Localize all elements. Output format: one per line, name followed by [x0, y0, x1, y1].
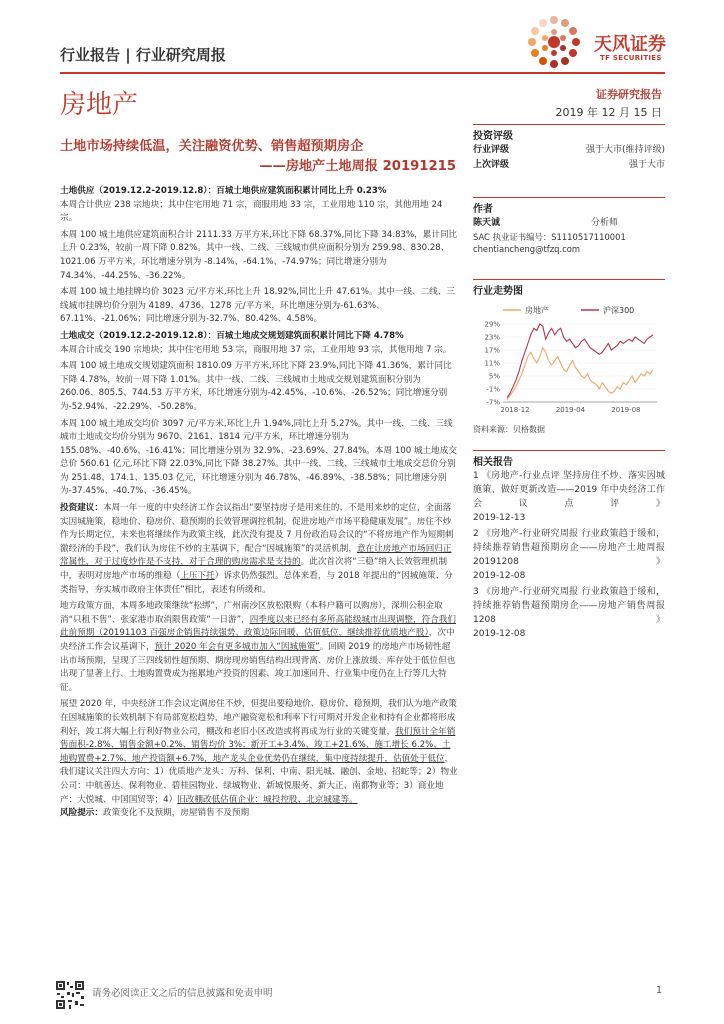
related-report-link[interactable]: 1 《房地产-行业点评 坚持房住不炒、落实因城施策、做好更新改造——2019 年中央经济工作会议点评》: [473, 471, 665, 509]
prev-rating-row: [473, 158, 665, 173]
risk-warning: [60, 807, 458, 821]
legend-label: 房地产: [525, 306, 549, 315]
related-report-date: 2019-12-08: [473, 571, 526, 581]
report-type: 证券研究报告: [596, 88, 662, 101]
section-title: 房地产: [60, 90, 139, 120]
text-run: 本周一年一度的中央经济工作会议指出“要坚持房子是用来住的、不是用来炒的定位，全面落实因城施策，稳地价、稳房价、稳预期的长效管理调控机制，促进房地产市场平稳健康发展”。房住不炒作为长期定位，未来也将继续作为政策主线，此次没有提及 7 月份政治局会议的“不将房地产作为短期刺激经济的手段”，我们认为房住不炒的主基调下，配合“因城施策”的灵活机制，: [60, 503, 454, 554]
industry-rating-label: 行业评级: [473, 145, 510, 155]
logo-mark-icon: [520, 14, 588, 74]
related-report-date: 2019-12-13: [473, 513, 526, 523]
y-tick-label: 11%: [484, 359, 500, 368]
y-tick-label: 23%: [484, 333, 500, 342]
text-run: 上压下托: [180, 571, 215, 582]
paragraph: 本周合计成交 190 宗地块；其中住宅用地 53 宗，商服用地 37 宗，工业用地 93 宗，其他用地 7 宗。: [60, 344, 452, 355]
paragraph: 本周 100 城土地挂牌均价 3023 元/平方米,环比上升 18.92%,同比上升 47.61%。其中一线、二线、三线城市挂牌均价分别为 4189、4736、1278 元/平方米，环比增速分别为-61.63%、67.11%、-21.06%；同比增速分别为-32.7%、80.42%、4.58%。: [60, 287, 455, 325]
chart-source: 资料来源：贝格数据: [473, 425, 545, 434]
logo-name: 天风证券: [594, 34, 666, 55]
land-deal-heading: 土地成交（2019.12.2-2019.12.8）：百城土地成交规划建筑面积累计同比下降 4.78%: [60, 330, 404, 341]
sidebar: [473, 124, 665, 643]
author-cert: SAC 执业证书编号：S1110517110001: [473, 232, 626, 242]
text-run: ，我们建议关注四大方向：1）优质地产龙头：万科、保利、中南、阳光城、融创、金地、招蛇等；2）物业公司：中航善达、保利物业、碧桂园物业、绿城物业、新城悦服务、新大正、南都物业等；3）商业地产：大悦城、中国国贸等；4）: [60, 753, 458, 805]
text-run: 旧改棚改低估值企业：城投控股、北京城建等。: [177, 794, 358, 805]
industry-rating-row: [473, 143, 665, 158]
header-divider: [60, 72, 665, 74]
report-category: 行业报告 | 行业研究周报: [60, 46, 226, 64]
text-run: 四季度以来已经有多所高能级城市出现调整，符合我们此前预期（20191103 百强房企销售持续强势、政策边际回暖、估值低位，继续推荐优质地产股）: [60, 614, 456, 639]
legend-label: 沪深300: [603, 306, 635, 315]
logo-english-name: TF SECURITIES: [600, 54, 662, 62]
x-tick-label: 2018-12: [500, 406, 530, 414]
author-role: 分析师: [591, 218, 619, 228]
y-tick-label: -7%: [486, 398, 500, 407]
report-subtitle: ——房地产土地周报 20191215: [259, 159, 456, 174]
paragraph: 本周 100 城土地供应建筑面积合计 2111.33 万平方米,环比下降 68.37%,同比下降 34.83%，累计同比上升 0.23%，较前一周下降 0.82%。其中一线、二线、三线城市供应面积分别为 259.98、830.28、1021.06 万平方米，环比增速分别为 -8.14%、-64.1%、-74.97%；同比增速分别为 74.34%、-44.25%、-36.22%。: [60, 229, 458, 281]
report-title: 土地市场持续低温，关注融资优势、销售超预期房企: [60, 139, 364, 154]
author-name: 陈天诚: [473, 218, 501, 228]
text-run: ）诉求仍然强烈。总体来看，与 2018 年提出的“因城施策、分类指导，夯实城市政府主体责任”相比，表述有所缓和。: [60, 571, 453, 595]
series-line: [507, 324, 653, 398]
industry-trend-chart: [473, 302, 663, 422]
text-run: 我们预计全年销售面积-2.8%、销售金额+0.2%、销售均价 3%；新开工+3.4%、竣工+21.6%、施工增长 6.2%、土地购置费+2.7%、地产投资额+6.7%，地产龙头企业优势仍在继续，集中度持续提升，估值处于低位: [60, 726, 456, 764]
page-number: 1: [655, 985, 662, 996]
paragraph: 本周合计供应 238 宗地块；其中住宅用地 71 宗，商服用地 33 宗，工业用地 110 宗，其他用地 24 宗。: [60, 199, 443, 224]
prev-rating-value: 强于大市: [628, 160, 665, 170]
author-email[interactable]: chentiancheng@tfzq.com: [473, 244, 580, 254]
risk-label: 风险提示：: [60, 808, 103, 819]
footer-disclaimer: 请务必阅读正文之后的信息披露和免责申明: [92, 988, 273, 999]
series-line: [507, 348, 653, 400]
paragraph: 本周 100 城土地成交规划建筑面积 1810.09 万平方米,环比下降 23.9%,同比下降 41.36%，累计同比下降 4.78%，较前一周下降 1.01%。其中一线、二线、三线城市土地成交规划建筑面积分别为 260.06、805.5、744.53 万平方米，环比增速分别为-42.45%、-10.6%、-26.52%；同比增速分别为-52.94%、-22.29%、-50.28%。: [60, 361, 452, 412]
y-tick-label: -1%: [486, 385, 500, 394]
investment-advice: [60, 502, 458, 597]
text-run: 地方政策方面，本周多地政策继续“松绑”，广州南沙区放松限购（本科户籍可以购房），深圳公积金取消“只租不售”、张家港市取消限售政策“一日游”，: [60, 601, 443, 625]
report-date: 2019 年 12 月 15 日: [555, 106, 662, 119]
related-heading: 相关报告: [473, 450, 665, 469]
text-run: 展望 2020 年，中央经济工作会议定调房住不炒，但提出要稳地价、稳房价、稳预期，我们认为地产政策在因城施策的长效机制下有局部宽松趋势，地产融资宽松和利率下行可期对开发企业和持有企业都将形成利好，竣工将大幅上行利好物业公司，棚改和老旧小区改造或将再成为行业的关键变量，: [60, 699, 457, 737]
text-run: ，次中央经济工作会议基调下，: [60, 628, 455, 652]
y-tick-label: 5%: [488, 372, 500, 381]
investment-advice-label: 投资建议：: [60, 503, 103, 514]
invest-rating-heading: 投资评级: [473, 124, 665, 143]
paragraph: [60, 600, 458, 695]
paragraph: [60, 698, 458, 807]
paragraph: 本周 100 城土地成交均价 3097 元/平方米,环比上升 1.94%,同比上升 5.27%。其中一线、二线、三线城市土地成交均价分别为 9670、2161、1814 元/平方米，环比增速分别为 155.08%、-40.6%、-16.41%；同比增速分别为 32.9%、-23.69%、27.84%。本周 100 城土地成交总价 560.61 亿元,环比下降 22.03%,同比下降 38.27%。其中一线、二线、三线城市土地成交总价分别为 251.48、174.1、135.03 亿元，环比增速分别为 46.78%、-46.89%、-38.58%；同比增速分别为-37.45%、-40.7%、-36.45%。: [60, 418, 457, 497]
prev-rating-label: 上次评级: [473, 160, 510, 170]
y-tick-label: 17%: [484, 346, 500, 355]
related-report-link[interactable]: 3 《房地产-行业研究周报 行业政策趋于缓和，持续推荐销售超预期房企——房地产销售周报 1208》: [473, 587, 665, 625]
related-report-date: 2019-12-08: [473, 629, 526, 639]
x-tick-label: 2019-04: [555, 406, 586, 414]
related-report-link[interactable]: 2 《房地产-行业研究周报 行业政策趋于缓和，持续推荐销售超预期房企——房地产土地周报 20191208》: [473, 529, 665, 567]
qr-code-icon: [55, 980, 85, 1010]
text-run: 。此次首次将“三稳”纳入长效管理机制中，表明对房地产市场的维稳（: [60, 557, 448, 582]
author-row: [473, 216, 665, 231]
text-run: 意在让房地产市场回归正常属性，对于过度炒作是不支持，对于合理的购房需求是支持的: [60, 543, 452, 568]
x-tick-label: 2019-08: [611, 406, 641, 414]
land-supply-heading: 土地供应（2019.12.2-2019.12.8）：百城土地供应建筑面积累计同比上升 0.23%: [60, 186, 387, 196]
author-heading: 作者: [473, 197, 665, 216]
text-run: 。回顾 2019 的房地产市场韧性超出市场预期，呈现了三四线韧性超预期、期房现房销售结构出现背离、房价上涨放缓、库存处于低位但也出现了显著上行、土地购置费成为拖累地产投资的因素、竣工加速回升、行业集中度仍在上行等几大特征。: [60, 642, 456, 693]
text-run: 政策变化不及预期，房屋销售不及预期: [102, 808, 250, 819]
trend-heading: 行业走势图: [473, 279, 665, 298]
related-reports: [473, 469, 665, 641]
y-tick-label: 29%: [484, 320, 500, 329]
industry-rating-value: 强于大市(维持评级): [585, 145, 665, 155]
text-run: 预计 2020 年会有更多城市加入“因城施策”: [154, 642, 320, 652]
report-body: [60, 185, 458, 821]
